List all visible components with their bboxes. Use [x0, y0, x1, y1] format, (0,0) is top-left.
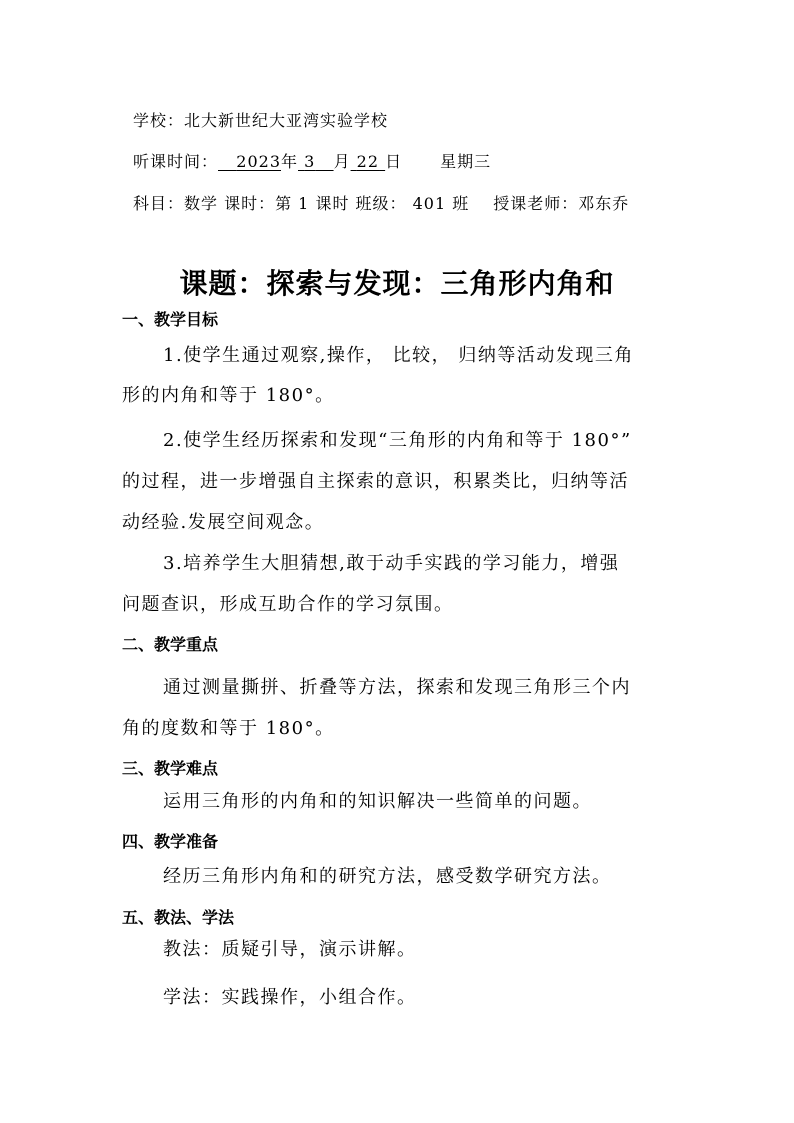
key-points-line1: 通过测量撕拼、折叠等方法，探索和发现三角形三个内 [163, 677, 631, 698]
teaching-method: 教法：质疑引导，演示讲解。 [163, 939, 417, 960]
goals-p2-line3: 动经验.发展空间观念。 [122, 512, 325, 533]
learning-method: 学法：实践操作，小组合作。 [163, 987, 417, 1008]
difficulties-heading: 三、教学难点 [122, 759, 219, 778]
day-value: 22 [356, 152, 380, 171]
time-line [133, 149, 491, 172]
day-suffix: 日 [385, 152, 403, 171]
goals-p2-line2: 的过程，进一步增强自主探索的意识，积累类比，归纳等活 [122, 471, 629, 492]
difficulties-line1: 运用三角形的内角和的知识解决一些简单的问题。 [163, 791, 592, 812]
goals-heading: 一、教学目标 [122, 310, 219, 329]
key-points-line2: 角的度数和等于 180°。 [122, 718, 335, 739]
goals-p1-line1: 1.使学生通过观察,操作， 比较， 归纳等活动发现三角 [163, 345, 634, 366]
key-points-heading: 二、教学重点 [122, 635, 219, 654]
subject-info: 科目：数学 课时：第 1 课时 班级： 401 班 [133, 194, 470, 213]
weekday: 星期三 [440, 152, 492, 171]
page-title: 课题：探索与发现：三角形内角和 [179, 267, 615, 300]
preparation-heading: 四、教学准备 [122, 832, 219, 851]
year-value: 2023 [236, 152, 281, 171]
subject-line [133, 191, 629, 214]
month-value: 3 [304, 152, 316, 171]
goals-p1-line2: 形的内角和等于 180°。 [122, 385, 335, 406]
preparation-line1: 经历三角形内角和的研究方法，感受数学研究方法。 [163, 866, 612, 887]
goals-p2-line1: 2.使学生经历探索和发现“三角形的内角和等于 180°” [163, 430, 632, 451]
methods-heading: 五、教法、学法 [122, 908, 235, 927]
school-line: 学校：北大新世纪大亚湾实验学校 [133, 111, 389, 130]
teacher-info: 授课老师：邓东乔 [493, 194, 630, 213]
time-label: 听课时间： [133, 152, 219, 171]
year-suffix: 年 [281, 152, 299, 171]
goals-p3-line1: 3.培养学生大胆猜想,敢于动手实践的学习能力，增强 [163, 553, 620, 574]
month-suffix: 月 [333, 152, 351, 171]
goals-p3-line2: 问题查识，形成互助合作的学习氛围。 [122, 594, 454, 615]
